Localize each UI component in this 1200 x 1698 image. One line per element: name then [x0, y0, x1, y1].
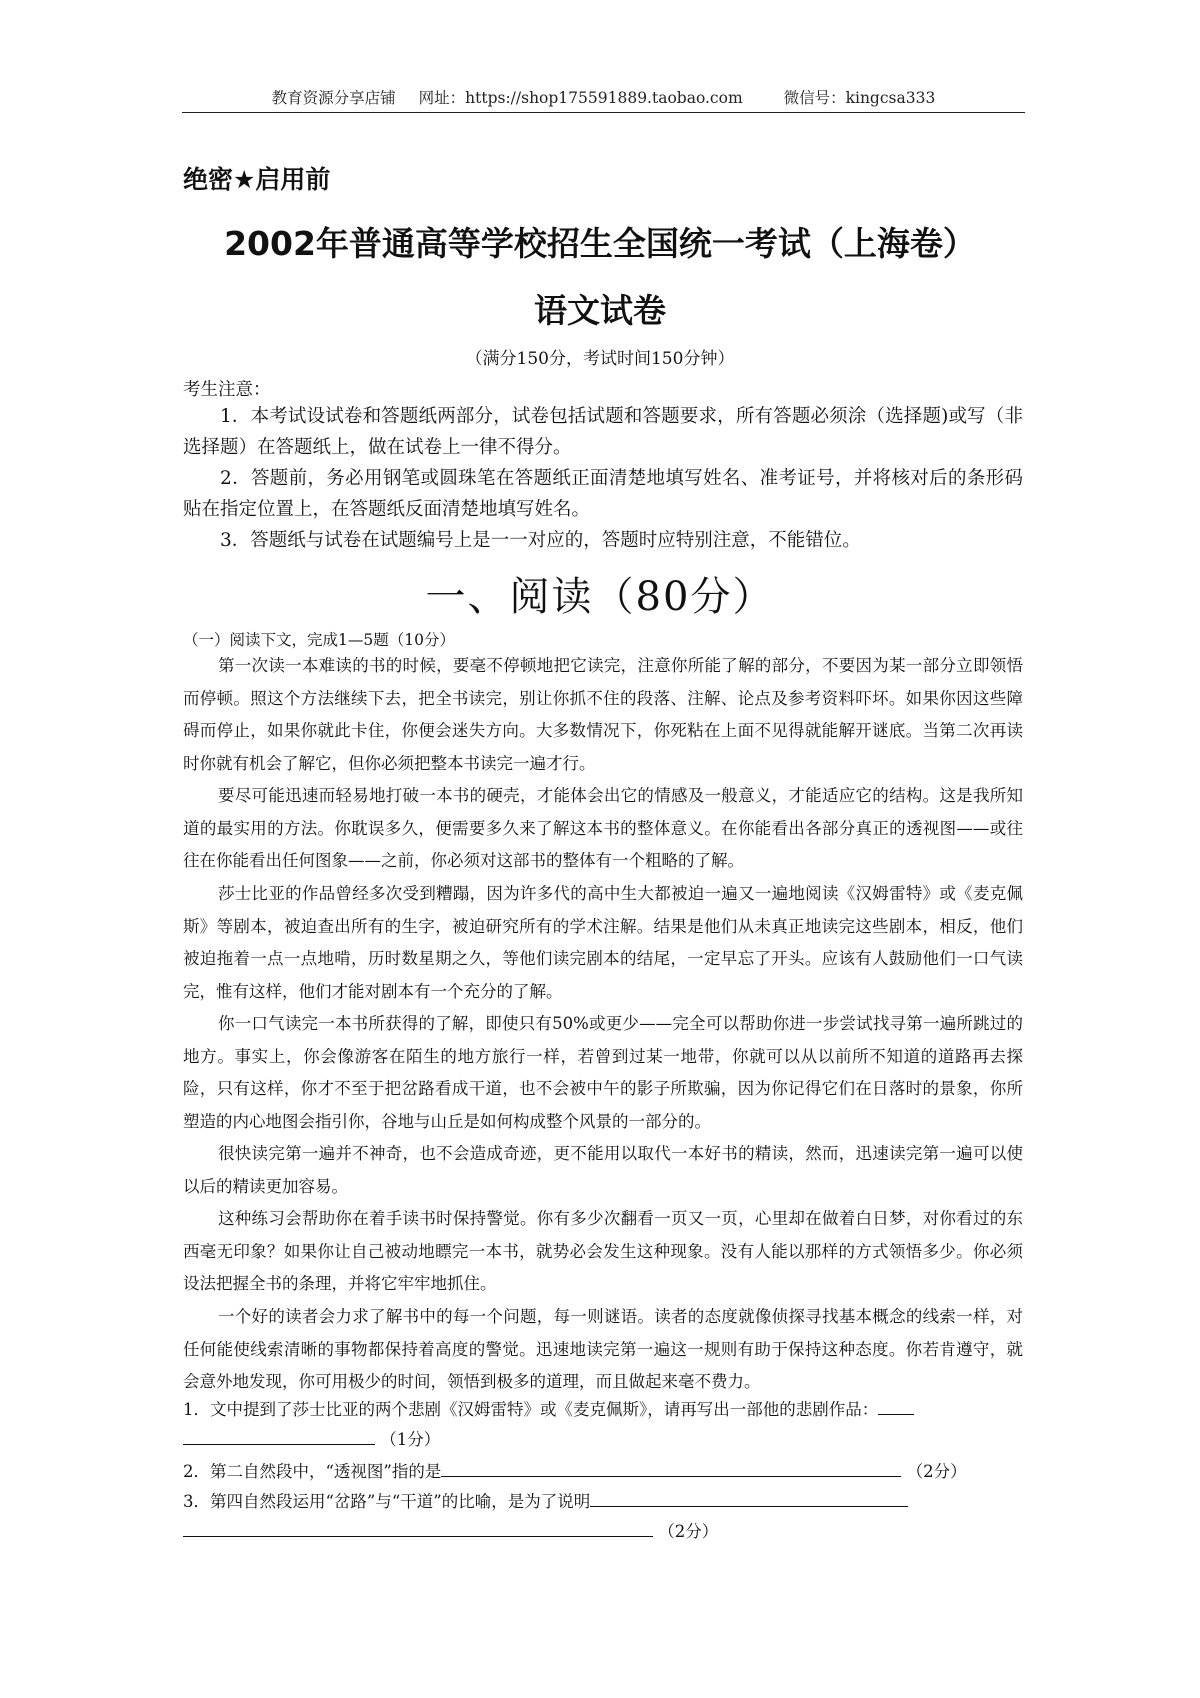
reading-paragraph: 要尽可能迅速而轻易地打破一本书的硬壳，才能体会出它的情感及一般意义，才能适应它的结构。这是我所知道的最实用的方法。你耽误多久，便需要多久来了解这本书的整体意义。在你能看出各部分真正的透视图——或往往在你能看出任何图象——之前，你必须对这部书的整体有一个粗略的了解。 — [183, 786, 1023, 871]
reading-paragraph: 莎士比亚的作品曾经多次受到糟蹋，因为许多代的高中生大都被迫一遍又一遍地阅读《汉姆雷特》或《麦克佩斯》等剧本，被迫查出所有的生字，被迫研究所有的学术注解。结果是他们从未真正地读完这些剧本，相反，他们被迫拖着一点一点地啃，历时数星期之久，等他们读完剧本的结尾，一定早忘了开头。应该有人鼓励他们一口气读完，惟有这样，他们才能对剧本有一个充分的了解。 — [183, 884, 1023, 1001]
reading-paragraph: 很快读完第一遍并不神奇，也不会造成奇迹，更不能用以取代一本好书的精读，然而，迅速读完第一遍可以使以后的精读更加容易。 — [183, 1144, 1023, 1196]
reading-paragraph: 你一口气读完一本书所获得的了解，即使只有50%或更少——完全可以帮助你进一步尝试找寻第一遍所跳过的地方。事实上，你会像游客在陌生的地方旅行一样，若曾到过某一地带，你就可以从以前所不知道的道路再去探险，只有这样，你才不至于把岔路看成干道，也不会被中午的影子所欺骗，因为你记得它们在日落时的景象，你所塑造的内心地图会指引你，谷地与山丘是如何构成整个风景的一部分的。 — [183, 1014, 1023, 1131]
notice-title: 考生注意： — [183, 380, 271, 400]
exam-title: 2002年普通高等学校招生全国统一考试（上海卷） — [224, 224, 976, 263]
question-1-blank[interactable] — [878, 1396, 914, 1415]
question-3-score: （2分） — [658, 1522, 719, 1541]
question-3-blank-2[interactable] — [183, 1518, 653, 1537]
question-1-text: 1．文中提到了莎士比亚的两个悲剧《汉姆雷特》或《麦克佩斯》，请再写出一部他的悲剧作品： — [183, 1400, 879, 1419]
notice-item: 2．答题前，务必用钢笔或圆珠笔在答题纸正面清楚地填写姓名、准考证号，并将核对后的条形码贴在指定位置上，在答题纸反面清楚地填写姓名。 — [183, 468, 1023, 520]
question-1-score: （1分） — [380, 1430, 441, 1449]
exam-subtitle: 语文试卷 — [534, 291, 666, 330]
question-3 — [183, 1487, 908, 1517]
score-time-line: （满分150分，考试时间150分钟） — [465, 349, 735, 369]
notice-item: 3．答题纸与试卷在试题编号上是一一对应的，答题时应特别注意，不能错位。 — [220, 530, 861, 551]
header-shop: 教育资源分享店铺 — [271, 89, 396, 107]
question-1-cont — [183, 1425, 440, 1455]
question-1 — [183, 1395, 914, 1425]
reading-paragraph: 一个好的读者会力求了解书中的每一个问题，每一则谜语。读者的态度就像侦探寻找基本概念的线索一样，对任何能使线索清晰的事物都保持着高度的警觉。迅速地读完第一遍这一规则有助于保持这种态度。你若肯遵守，就会意外地发现，你可用极少的时间，领悟到极多的道理，而且做起来毫不费力。 — [183, 1307, 1023, 1392]
question-2 — [183, 1457, 967, 1487]
question-2-blank[interactable] — [441, 1458, 901, 1477]
question-1-blank-2[interactable] — [183, 1426, 375, 1445]
section-subheading: （一）阅读下文，完成1—5题（10分） — [183, 631, 455, 649]
notice-item: 1．本考试设试卷和答题纸两部分，试卷包括试题和答题要求，所有答题必须涂（选择题)或写（非选择题）在答题纸上，做在试卷上一律不得分。 — [183, 406, 1023, 458]
question-2-score: （2分） — [906, 1462, 967, 1481]
header-url: 网址：https://shop175591889.taobao.com — [418, 89, 743, 107]
question-3-blank[interactable] — [590, 1488, 908, 1507]
secret-label: 绝密★启用前 — [183, 165, 331, 194]
reading-paragraph: 这种练习会帮助你在着手读书时保持警觉。你有多少次翻看一页又一页，心里却在做着白日梦，对你看过的东西毫无印象？如果你让自己被动地瞟完一本书，就势必会发生这种现象。没有人能以那样的方式领悟多少。你必须设法把握全书的条理，并将它牢牢地抓住。 — [183, 1209, 1023, 1294]
question-3-text: 3．第四自然段运用“岔路”与“干道”的比喻，是为了说明 — [183, 1492, 591, 1511]
page-header — [182, 86, 1025, 113]
section-heading: 一、阅读（80分） — [425, 574, 775, 620]
question-3-cont — [183, 1517, 718, 1547]
question-2-text: 2．第二自然段中，“透视图”指的是 — [183, 1462, 442, 1481]
reading-paragraph: 第一次读一本难读的书的时候，要毫不停顿地把它读完，注意你所能了解的部分，不要因为某一部分立即领悟而停顿。照这个方法继续下去，把全书读完，别让你抓不住的段落、注解、论点及参考资料吓坏。如果你因这些障碍而停止，如果你就此卡住，你便会迷失方向。大多数情况下，你死粘在上面不见得就能解开谜底。当第二次再读时你就有机会了解它，但你必须把整本书读完一遍才行。 — [183, 656, 1023, 773]
header-wechat: 微信号：kingcsa333 — [783, 89, 936, 107]
